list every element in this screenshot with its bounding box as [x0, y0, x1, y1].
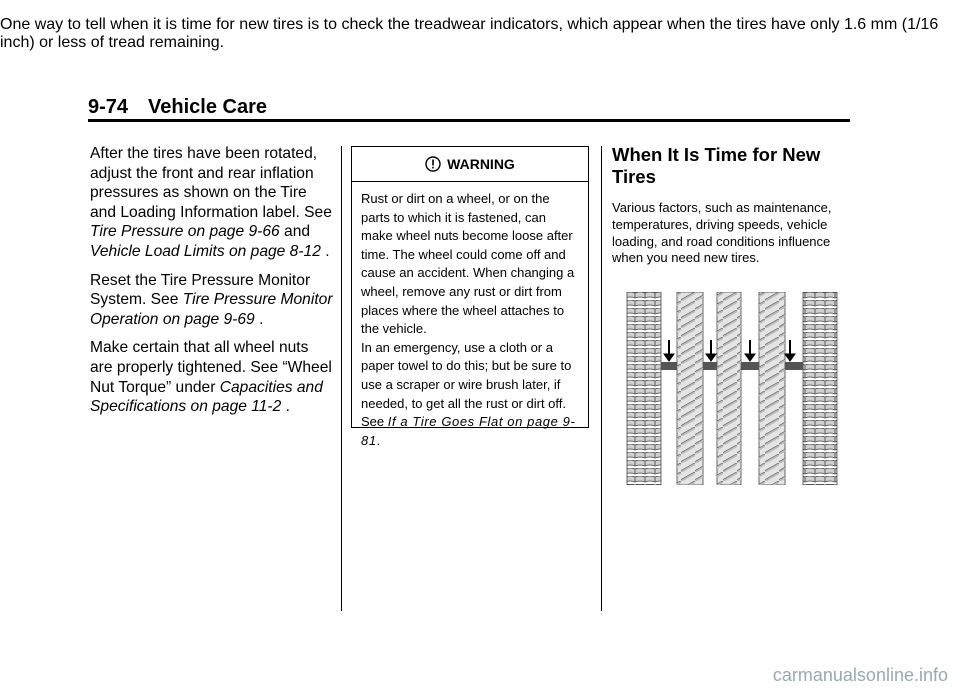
paragraph-reset-tpms: Reset the Tire Pressure Monitor System. See Tire Pressure Monitor Operation on page 9-69 . [90, 271, 333, 328]
link-tire-goes-flat[interactable]: If a Tire Goes Flat on page 9-81 [361, 414, 576, 448]
warning-icon [425, 156, 441, 172]
column-3 [612, 144, 852, 267]
paragraph-treadwear-indicators: One way to tell when it is time for new tires is to check the treadwear indicators, which appear when the tires have only 1.6 mm (1/16 inch) or less of tread remaining. [0, 16, 939, 51]
link-tire-pressure[interactable]: Tire Pressure on page 9-66 [90, 223, 280, 241]
link-tpms-operation[interactable]: Tire Pressure Monitor Operation on page 9-69 [90, 291, 333, 328]
watermark-logo: carmanualsonline.info [772, 665, 948, 685]
section-title: When It Is Time for New Tires [612, 144, 821, 187]
warning-text-2: In an emergency, use a cloth or a paper towel to do this; but be sure to use a scraper or wire brush later, if needed, to get all the rust or dirt off. See If a Tire Goes Flat on page 9-81. [361, 339, 576, 448]
warning-text-1: Rust or dirt on a wheel, or on the parts to which it is fastened, can make wheel nuts become loose after time. The wheel could come off and cause an accident. When changing a wheel, remove any rust or dirt from places where the wheel attaches to the vehicle. [361, 191, 575, 337]
warning-heading: WARNING [352, 147, 588, 182]
page-header-title: 9-74 Vehicle Care [88, 96, 267, 118]
paragraph-new-tires: Various factors, such as maintenance, temperatures, driving speeds, vehicle loading, and road conditions influence when you need new tires. [612, 200, 832, 266]
column-divider-2 [601, 146, 602, 611]
link-capacities-specifications[interactable]: Capacities and Specifications on page 11-2 [90, 378, 323, 416]
warning-box [351, 146, 589, 448]
tread-wear-indicator-illustration [625, 292, 840, 485]
header-rule [88, 119, 850, 122]
column-1 [90, 144, 334, 426]
paragraph-wheel-nuts: Make certain that all wheel nuts are properly tightened. See “Wheel Nut Torque” under Capacities and Specifications on page 11-2 . [90, 339, 332, 416]
column-divider-1 [341, 146, 342, 611]
link-vehicle-load-limits[interactable]: Vehicle Load Limits on page 8-12 [90, 242, 321, 260]
warning-body [352, 182, 588, 450]
paragraph-rotate: After the tires have been rotated, adjust the front and rear inflation pressures as shown on the Tire and Loading Information label. See Tire Pressure on page 9-66 and Vehicle Load Limits on page 8-12 . [90, 145, 332, 260]
